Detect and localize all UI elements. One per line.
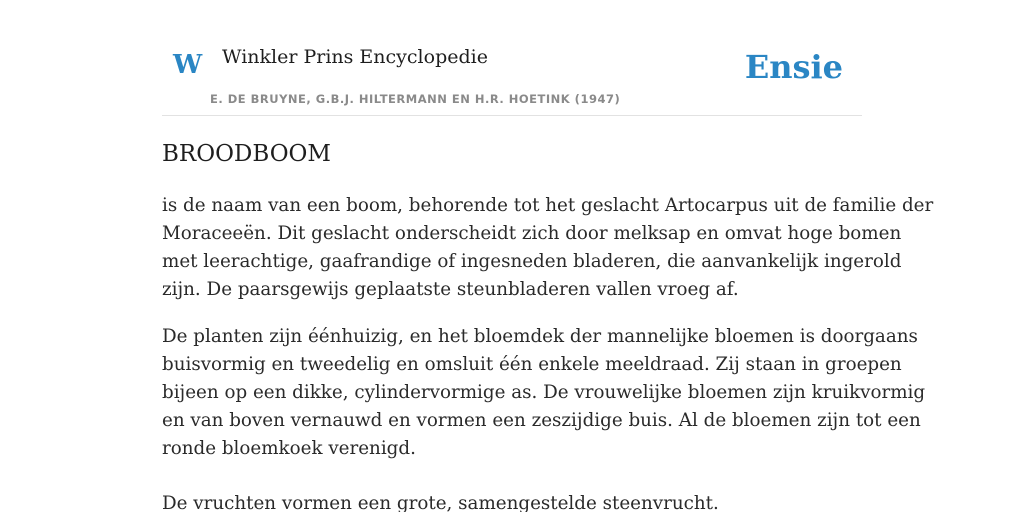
paragraph xyxy=(162,490,862,512)
paragraph-line: ronde bloemkoek verenigd. xyxy=(162,438,416,459)
paragraph-line: De vruchten vormen een grote, samengestelde steenvrucht. xyxy=(162,493,719,512)
paragraph-line: bijeen op een dikke, cylindervormige as. De vrouwelijke bloemen zijn kruikvormig xyxy=(162,382,926,403)
article-body xyxy=(162,192,934,512)
article-title: BROODBOOM xyxy=(162,141,331,167)
source-title[interactable]: Winkler Prins Encyclopedie xyxy=(222,46,488,68)
paragraph-line: Moraceeën. Dit geslacht onderscheidt zich door melksap en omvat hoge bomen xyxy=(162,223,902,244)
paragraph xyxy=(162,323,926,463)
paragraph-line: De planten zijn éénhuizig, en het bloemdek der mannelijke bloemen is doorgaans xyxy=(162,326,918,347)
paragraph-line: en van boven vernauwd en vormen een zeszijdige buis. Al de bloemen zijn tot een xyxy=(162,410,921,431)
source-authors: E. DE BRUYNE, G.B.J. HILTERMANN EN H.R. HOETINK (1947) xyxy=(210,92,621,106)
paragraph-line: zijn. De paarsgewijs geplaatste steunbladeren vallen vroeg af. xyxy=(162,279,739,300)
paragraph-line: buisvormig en tweedelig en omsluit één enkele meeldraad. Zij staan in groepen xyxy=(162,354,902,375)
paragraph xyxy=(162,192,934,304)
ensie-logo-link[interactable]: Ensie xyxy=(744,48,843,86)
paragraph-line: is de naam van een boom, behorende tot het geslacht Artocarpus uit de familie der xyxy=(162,195,934,216)
header xyxy=(162,38,862,116)
winkler-prins-logo[interactable]: W xyxy=(173,50,203,80)
paragraph-line: met leerachtige, gaafrandige of ingesneden bladeren, die aanvankelijk ingerold xyxy=(162,251,902,272)
